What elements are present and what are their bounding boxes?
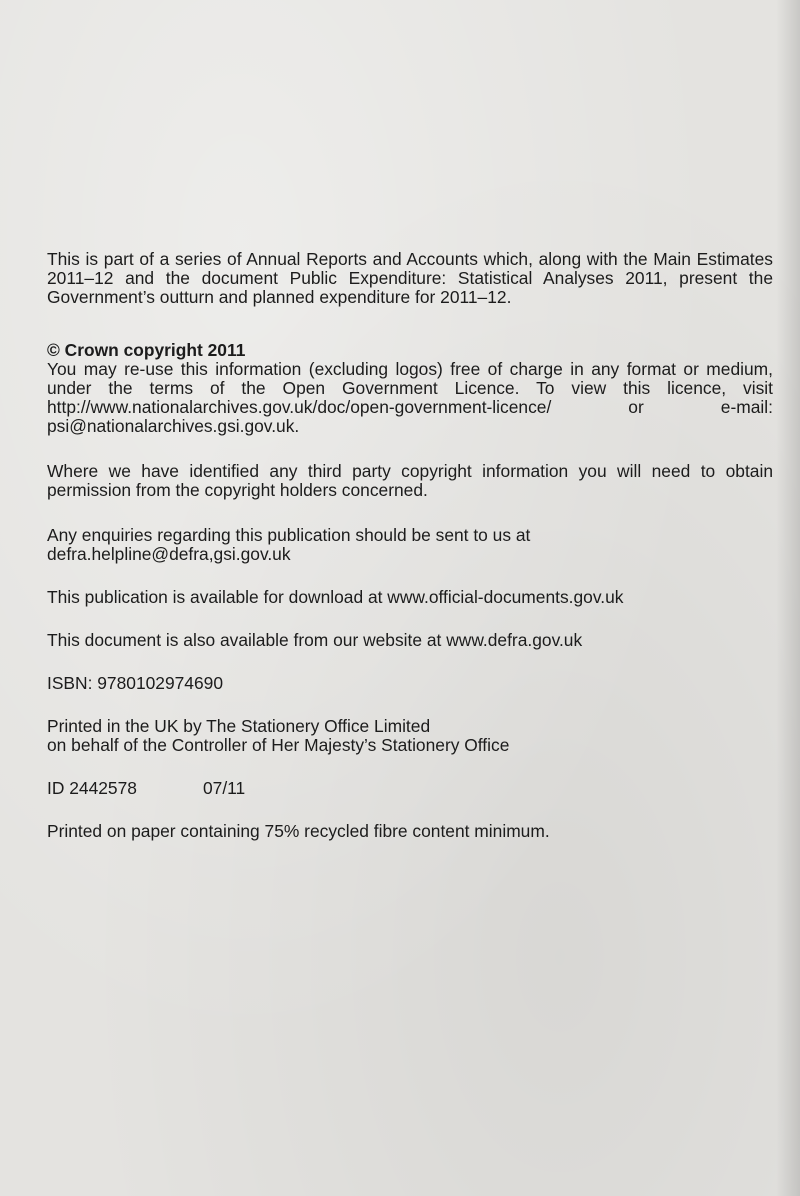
paper-line: Printed on paper containing 75% recycled fibre content minimum. <box>47 821 550 841</box>
printer-line-2: on behalf of the Controller of Her Majesty’s Stationery Office <box>47 735 510 755</box>
third-party-paragraph: Where we have identified any third party copyright information you will need to obtain permission from the copyright holders concerned. <box>47 461 773 500</box>
document-id: ID 2442578 <box>47 778 137 798</box>
print-date: 07/11 <box>203 778 246 798</box>
copyright-heading: © Crown copyright 2011 <box>47 340 246 360</box>
enquiries-line: Any enquiries regarding this publication should be sent to us at defra.helpline@defra,gsi.gov.uk <box>47 525 531 564</box>
isbn-line: ISBN: 9780102974690 <box>47 673 223 693</box>
id-date-line <box>47 779 773 798</box>
imprint-page <box>47 250 773 841</box>
intro-paragraph: This is part of a series of Annual Reports and Accounts which, along with the Main Estimates 2011–12 and the document Public Expenditure: Statistical Analyses 2011, present the Government’s outturn and planned expenditure for 2011–12. <box>47 249 773 307</box>
website-line: This document is also available from our website at www.defra.gov.uk <box>47 630 583 650</box>
download-line: This publication is available for download at www.official-documents.gov.uk <box>47 587 624 607</box>
copyright-paragraph: You may re-use this information (excluding logos) free of charge in any format or medium, under the terms of the Open Government Licence. To view this licence, visit http://www.nationalarchives.gov.uk/doc/open-government-licence/ or e-mail: psi@nationalarchives.gsi.gov.uk. <box>47 359 773 436</box>
printer-line-1: Printed in the UK by The Stationery Office Limited <box>47 716 431 736</box>
